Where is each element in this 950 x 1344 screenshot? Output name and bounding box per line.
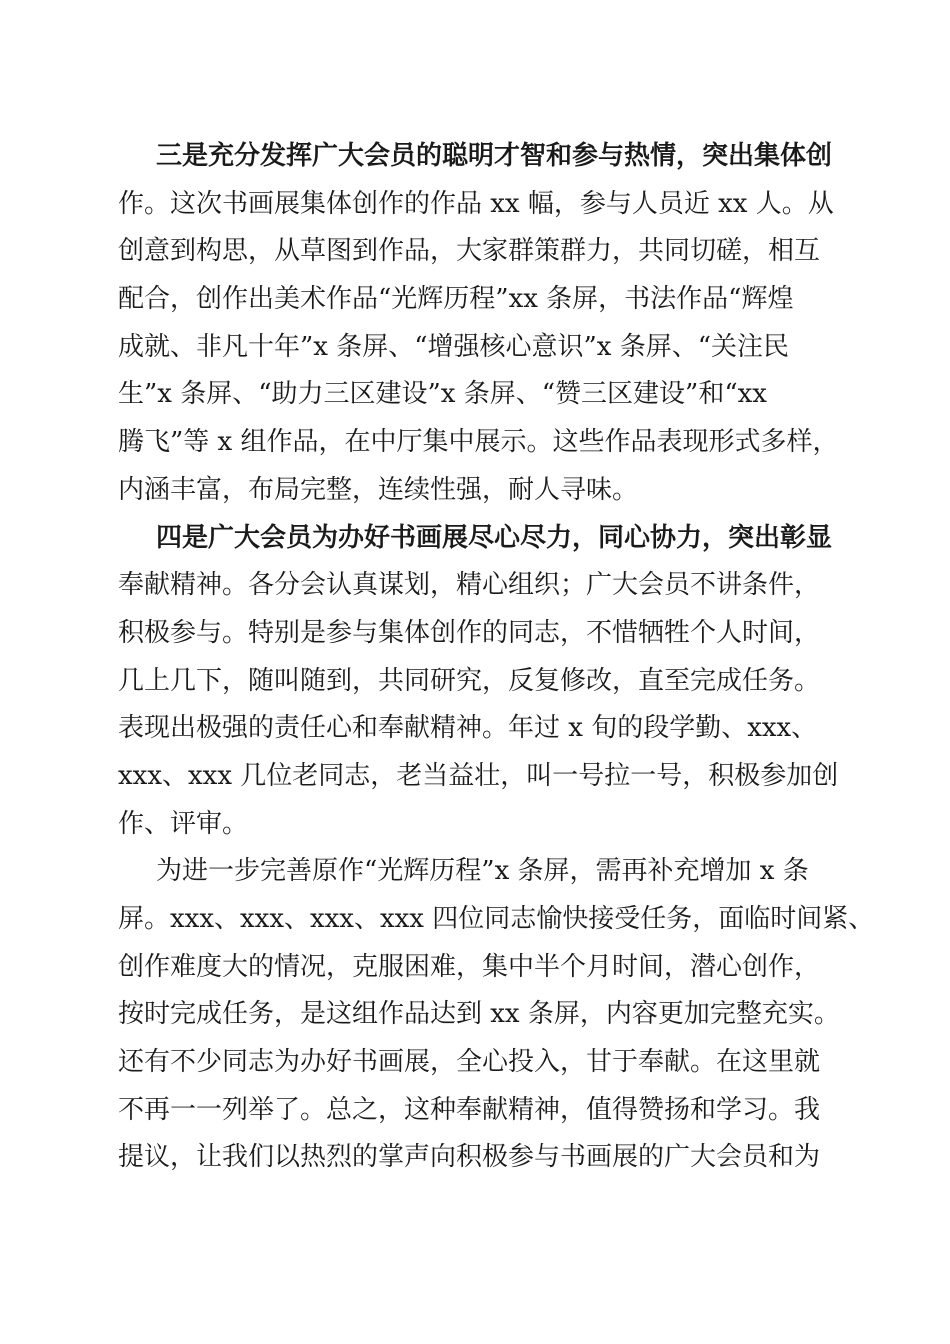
paragraph-3-line: 还有不少同志为办好书画展，全心投入，甘于奉献。在这里就 xyxy=(118,1047,821,1078)
paragraph-1-line: 配合，创作出美术作品“光辉历程”xx 条屏，书法作品“辉煌 xyxy=(118,284,794,315)
paragraph-2-line: 作、评审。 xyxy=(118,808,249,839)
paragraph-3-line: 创作难度大的情况，克服困难，集中半个月时间，潜心创作， xyxy=(118,951,821,982)
paragraph-1-line: 成就、非凡十年”x 条屏、“增强核心意识”x 条屏、“关注民 xyxy=(118,331,790,362)
paragraph-1-line: 生”x 条屏、“助力三区建设”x 条屏、“赞三区建设”和“xx xyxy=(118,379,767,410)
paragraph-2-line: 积极参与。特别是参与集体创作的同志，不惜牺牲个人时间， xyxy=(118,617,821,648)
paragraph-2-line: xxx、xxx 几位老同志，老当益壮，叫一号拉一号，积极参加创 xyxy=(118,760,839,791)
paragraph-3-line: 屏。xxx、xxx、xxx、xxx 四位同志愉快接受任务，面临时间紧、 xyxy=(118,904,875,934)
paragraph-2-lead-line: 四是广大会员为办好书画展尽心尽力，同心协力，突出彰显 xyxy=(156,522,833,553)
paragraph-1-line: 作。这次书画展集体创作的作品 xx 幅，参与人员近 xx 人。从 xyxy=(118,188,834,219)
document-body xyxy=(118,133,875,1182)
paragraph-1-line: 腾飞”等 x 组作品，在中厅集中展示。这些作品表现形式多样， xyxy=(118,427,839,458)
paragraph-2-line: 几上几下，随叫随到，共同研究，反复修改，直至完成任务。 xyxy=(118,665,821,696)
paragraph-3-line: 按时完成任务，是这组作品达到 xx 条屏，内容更加完整充实。 xyxy=(118,999,840,1030)
paragraph-3-first-line: 为进一步完善原作“光辉历程”x 条屏，需再补充增加 x 条 xyxy=(156,856,809,887)
paragraph-2-line: 奉献精神。各分会认真谋划，精心组织；广大会员不讲条件， xyxy=(118,570,821,601)
paragraph-1-lead-line: 三是充分发挥广大会员的聪明才智和参与热情，突出集体创 xyxy=(156,141,833,171)
paragraph-1-line: 创意到构思，从草图到作品，大家群策群力，共同切磋，相互 xyxy=(118,236,821,267)
paragraph-3-line: 提议，让我们以热烈的掌声向积极参与书画展的广大会员和为 xyxy=(118,1142,821,1173)
paragraph-3-line: 不再一一列举了。总之，这种奉献精神，值得赞扬和学习。我 xyxy=(118,1094,821,1125)
paragraph-2-line: 表现出极强的责任心和奉献精神。年过 x 旬的段学勤、xxx、 xyxy=(118,713,818,744)
paragraph-1-line: 内涵丰富，布局完整，连续性强，耐人寻味。 xyxy=(118,474,639,505)
